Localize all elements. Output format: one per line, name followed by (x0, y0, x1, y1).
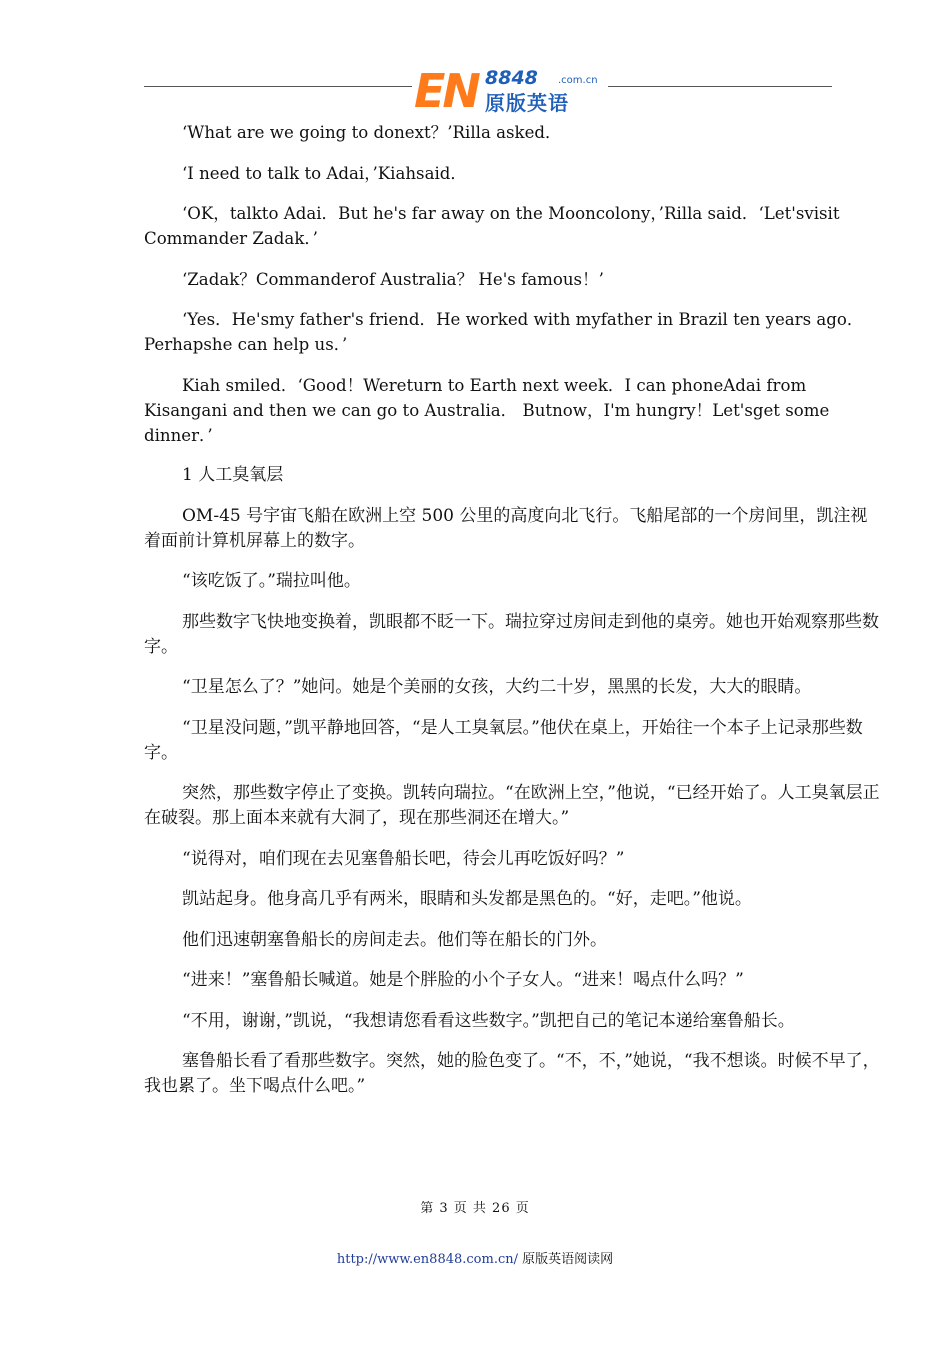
paragraph: ‘OK，talkto Adai．But he's far away on the Mooncolony，’Rilla said．‘Let'svisit Commander Zadak．’ (144, 204, 840, 248)
paragraph: ‘What are we going to donext？’Rilla asked． (182, 123, 562, 142)
paragraph: “进来！”塞鲁船长喊道。她是个胖脸的小个子女人。“进来！喝点什么吗？” (182, 970, 744, 990)
paragraph: “说得对，咱们现在去见塞鲁船长吧，待会儿再吃饭好吗？” (182, 848, 625, 869)
logo-number: 8848 (485, 67, 538, 89)
logo-domain: .com.cn (558, 75, 598, 86)
page-number: 第 3 页 共 26 页 (420, 1201, 530, 1216)
paragraph: OM-45 号宇宙飞船在欧洲上空 500 公里的高度向北飞行。飞船尾部的一个房间里，凯注视着面前计算机屏幕上的数字。 (144, 505, 868, 551)
chapter-heading: 1 人工臭氧层 (182, 465, 284, 485)
paragraph: 塞鲁船长看了看那些数字。突然，她的脸色变了。“不，不，”她说，“我不想谈。时候不早了，我也累了。坐下喝点什么吧。” (144, 1051, 880, 1096)
paragraph: 突然，那些数字停止了变换。凯转向瑞拉。“在欧洲上空，”他说，“已经开始了。人工臭氧层正在破裂。那上面本来就有大洞了，现在那些洞还在增大。” (144, 783, 880, 828)
document-body (144, 120, 882, 1115)
paragraph: “不用，谢谢，”凯说，“我想请您看看这些数字。”凯把自己的笔记本递给塞鲁船长。 (182, 1010, 795, 1031)
paragraph: 那些数字飞快地变换着，凯眼都不眨一下。瑞拉穿过房间走到他的桌旁。她也开始观察那些数字。 (144, 611, 879, 657)
paragraph: 凯站起身。他身高几乎有两米，眼睛和头发都是黑色的。“好，走吧。”他说。 (182, 889, 752, 909)
paragraph: “卫星怎么了？”她问。她是个美丽的女孩，大约二十岁，黑黑的长发，大大的眼睛。 (182, 677, 812, 697)
footer-site-name: 原版英语阅读网 (518, 1252, 614, 1267)
paragraph: ‘Yes．He'smy father's friend．He worked with myfather in Brazil ten years ago．Perhapshe can help us．’ (144, 310, 864, 354)
paragraph: ‘Zadak？Commanderof Australia？ He's famous！’ (182, 269, 604, 289)
paragraph: ‘I need to talk to Adai，’Kiahsaid． (182, 163, 467, 183)
paragraph: “该吃饭了。”瑞拉叫他。 (182, 571, 361, 591)
paragraph: “卫星没问题，”凯平静地回答，“是人工臭氧层。”他伏在桌上，开始往一个本子上记录那些数字。 (144, 717, 863, 763)
footer-link (0, 1248, 950, 1267)
paragraph: 他们迅速朝塞鲁船长的房间走去。他们等在船长的门外。 (182, 929, 607, 950)
site-logo[interactable] (412, 66, 608, 116)
footer-url-link[interactable]: http://www.en8848.com.cn/ (336, 1252, 518, 1267)
logo-en-mark: EN (414, 64, 478, 118)
paragraph: Kiah smiled．‘Good！Wereturn to Earth next week．I can phoneAdai from Kisangani and then we can go to Australia． Butnow，I'm hungry！Let'sget some dinner．’ (144, 375, 830, 445)
logo-chinese-name: 原版英语 (485, 91, 569, 115)
